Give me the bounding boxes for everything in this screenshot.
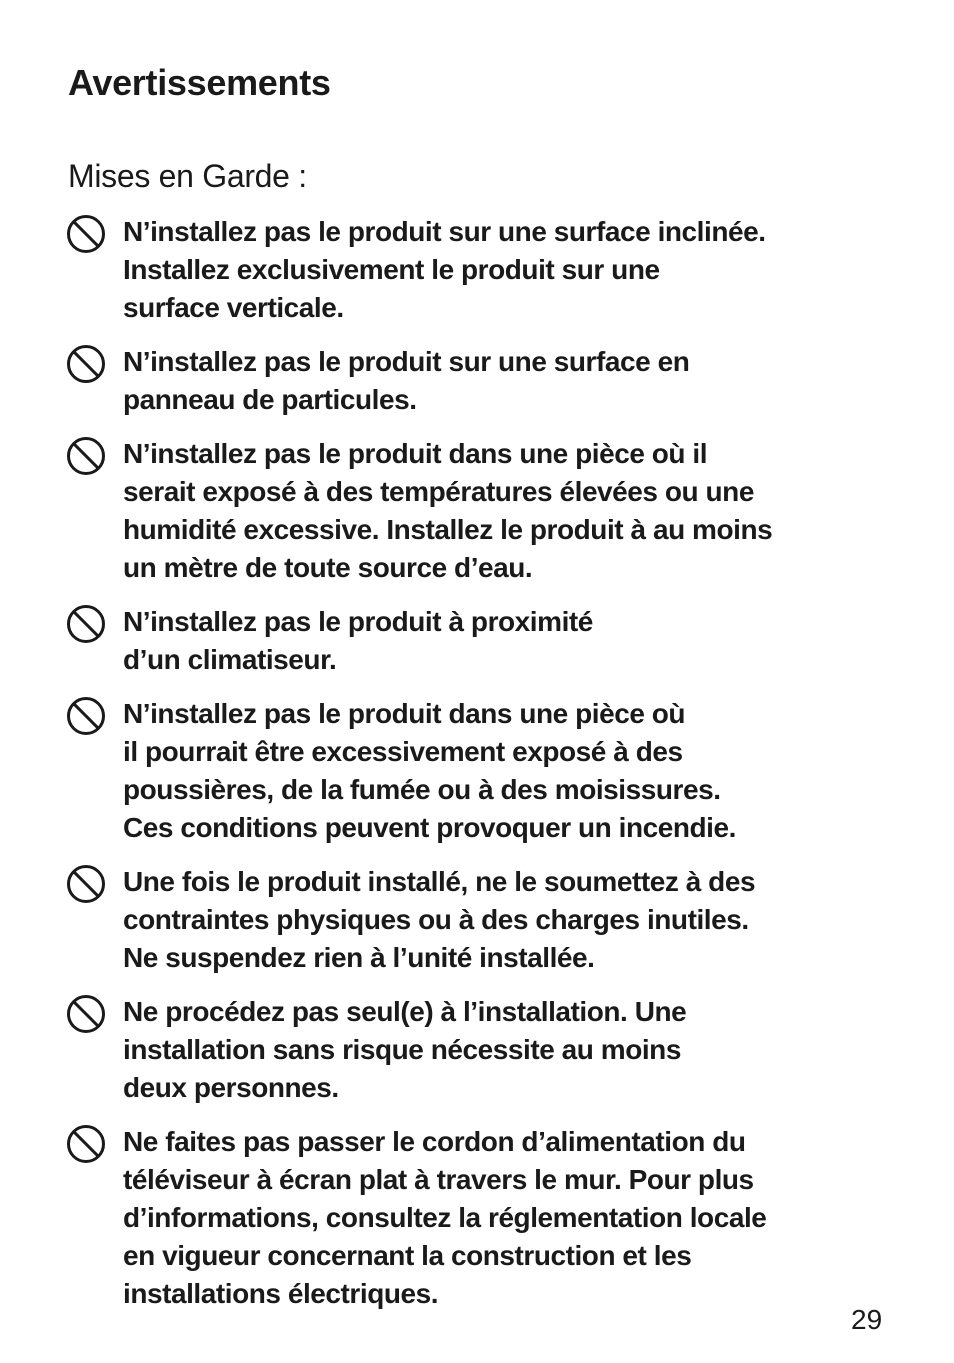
warning-item (66, 435, 896, 587)
warning-item (66, 343, 896, 419)
page-number: 29 (851, 1304, 883, 1335)
warnings-list (66, 213, 896, 1329)
section-subtitle: Mises en Garde : (68, 158, 307, 194)
warning-text: Ne faites pas passer le cordon d’alimentation du téléviseur à écran plat à travers le mur. Pour plus d’informations, consultez la réglementation locale en vigueur concernant la construction et les installations électriques. (123, 1126, 767, 1309)
warning-text: N’installez pas le produit à proximité d’un climatiseur. (123, 606, 593, 675)
warning-item (66, 863, 896, 977)
warning-item (66, 603, 896, 679)
prohibition-icon (66, 604, 106, 644)
prohibition-icon (66, 214, 106, 254)
warning-item (66, 993, 896, 1107)
prohibition-icon (66, 864, 106, 904)
page-title: Avertissements (68, 62, 331, 103)
warning-item (66, 1123, 896, 1313)
warning-text: N’installez pas le produit dans une pièce où il serait exposé à des températures élevées ou une humidité excessive. Installez le produit à au moins un mètre de toute source d’eau. (123, 438, 773, 583)
warning-text: N’installez pas le produit sur une surface en panneau de particules. (123, 346, 690, 415)
prohibition-icon (66, 696, 106, 736)
warning-text: N’installez pas le produit sur une surface inclinée. Installez exclusivement le produit sur une surface verticale. (123, 216, 766, 323)
warning-text: N’installez pas le produit dans une pièce où il pourrait être excessivement exposé à des poussières, de la fumée ou à des moisissures. Ces conditions peuvent provoquer un incendie. (123, 698, 736, 843)
warning-item (66, 213, 896, 327)
warning-text: Une fois le produit installé, ne le soumettez à des contraintes physiques ou à des charges inutiles. Ne suspendez rien à l’unité installée. (123, 866, 756, 973)
warning-text: Ne procédez pas seul(e) à l’installation. Une installation sans risque nécessite au moins deux personnes. (123, 996, 687, 1103)
prohibition-icon (66, 436, 106, 476)
prohibition-icon (66, 994, 106, 1034)
prohibition-icon (66, 1124, 106, 1164)
warning-item (66, 695, 896, 847)
prohibition-icon (66, 344, 106, 384)
